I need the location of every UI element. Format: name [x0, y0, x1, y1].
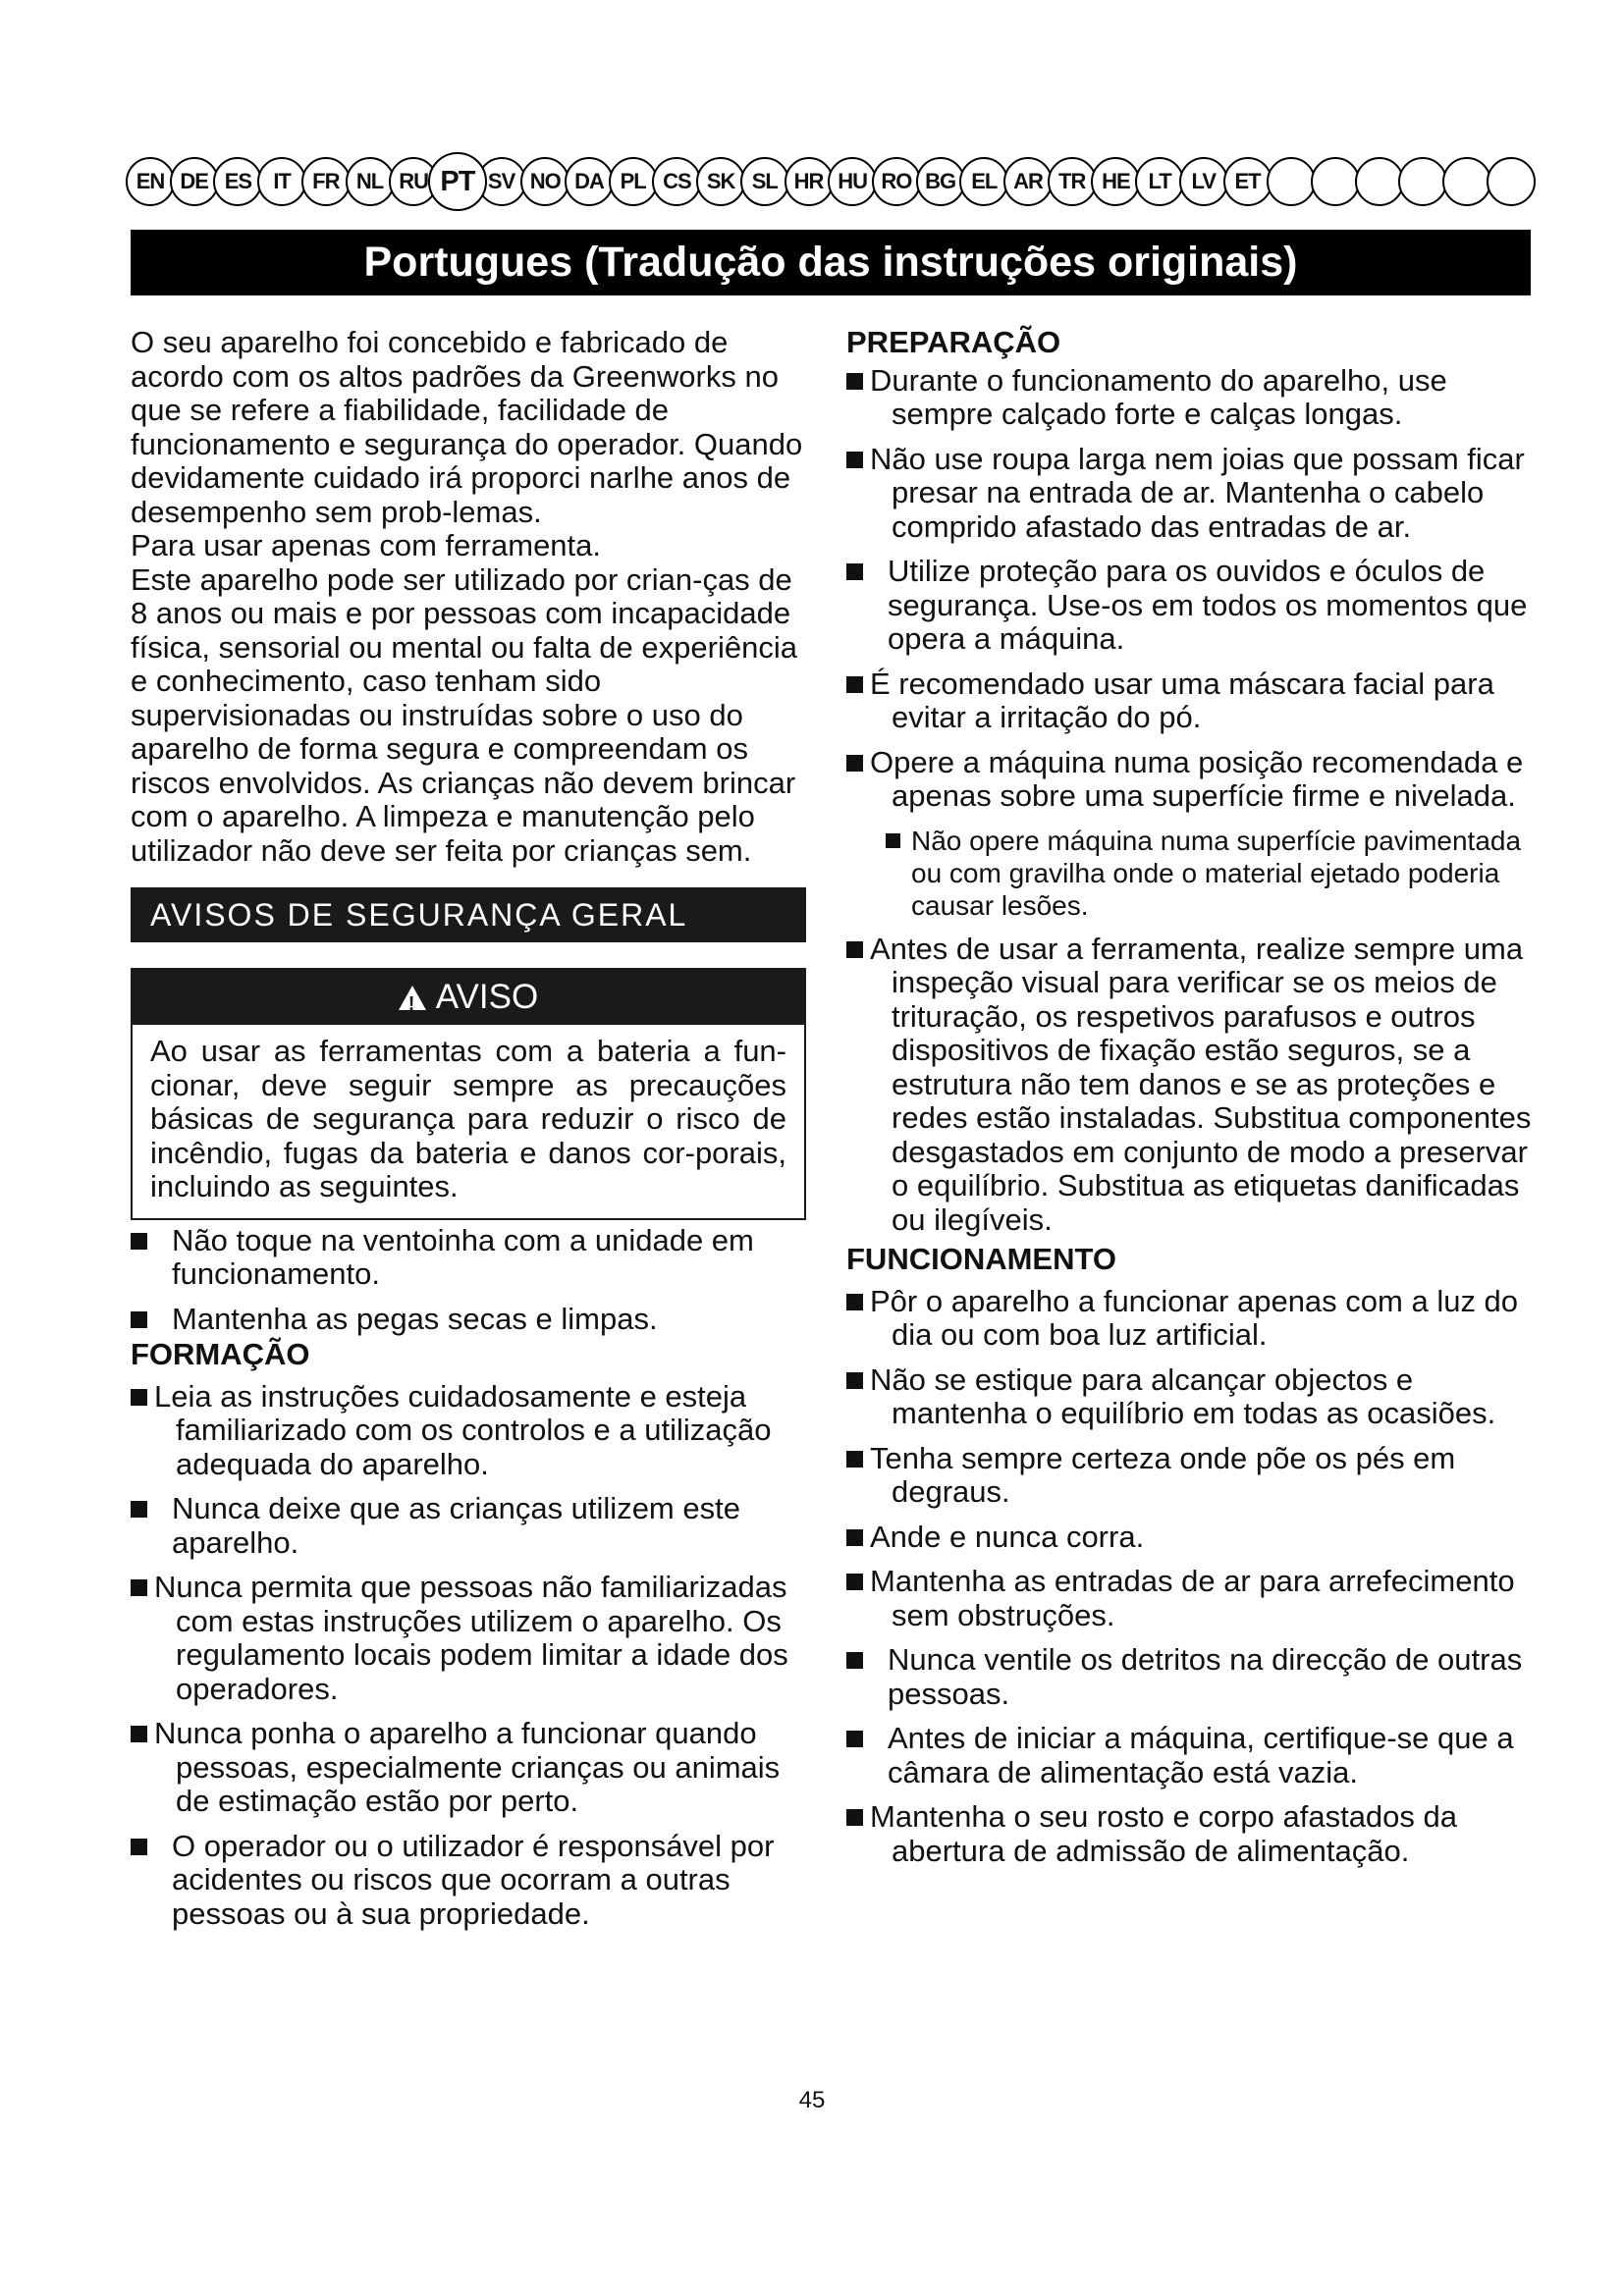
bullet-icon [131, 1501, 147, 1518]
warning-triangle-icon [399, 986, 426, 1010]
language-lt: LT [1135, 157, 1184, 206]
language-fr: FR [301, 157, 351, 206]
language-en: EN [126, 157, 175, 206]
section-bar-general-safety: AVISOS DE SEGURANÇA GERAL [131, 887, 806, 942]
warning-text: Ao usar as ferramentas com a bateria a fun-cionar, deve seguir sempre as precauções básicas de segurança para reduzir o risco de incêndio, fugas da bateria e danos cor-porais, incluindo as seguintes. [150, 1034, 786, 1203]
language-it: IT [257, 157, 306, 206]
list-item: Opere a máquina numa posição recomendada e apenas sobre uma superfície firme e nivelada. [846, 746, 1534, 814]
warning-box [131, 968, 806, 1220]
bullet-icon [846, 1529, 863, 1546]
bullet-icon [846, 1731, 863, 1747]
heading-preparacao: PREPARAÇÃO [846, 325, 1061, 359]
language-sv: SV [477, 157, 526, 206]
language-ar: AR [1003, 157, 1053, 206]
page-number: 45 [798, 2087, 826, 2113]
bullet-icon [131, 1579, 147, 1596]
language-de: DE [170, 157, 219, 206]
bullet-icon [846, 1652, 863, 1669]
list-item: Nunca ponha o aparelho a funcionar quando pessoas, especialmente crianças ou animais de estimação estão por perto. [131, 1717, 806, 1819]
list-item: Leia as instruções cuidadosamente e esteja familiarizado com os controlos e a utilização adequada do aparelho. [131, 1380, 806, 1482]
language-nl: NL [346, 157, 395, 206]
language-et: ET [1223, 157, 1272, 206]
language-no: NO [520, 157, 569, 206]
bullet-icon [846, 563, 863, 580]
list-item: Não se estique para alcançar objectos e mantenha o equilíbrio em todas as ocasiões. [846, 1363, 1534, 1431]
bullet-icon [131, 1726, 147, 1742]
warning-header [133, 970, 804, 1025]
heading-formacao: FORMAÇÃO [131, 1337, 310, 1371]
list-item: O operador ou o utilizador é responsável por acidentes ou riscos que ocorram a outras pessoas ou à sua propriedade. [131, 1830, 806, 1932]
language-bg: BG [916, 157, 965, 206]
language-tr: TR [1048, 157, 1097, 206]
language-hu: HU [828, 157, 877, 206]
language-empty [1487, 157, 1536, 206]
bullet-icon [846, 1294, 863, 1310]
list-item: Durante o funcionamento do aparelho, use sempre calçado forte e calças longas. [846, 364, 1534, 432]
bullet-icon [846, 373, 863, 390]
right-column [846, 326, 1534, 1879]
list-item: Pôr o aparelho a funcionar apenas com a luz do dia ou com boa luz artificial. [846, 1285, 1534, 1353]
bullet-icon [886, 833, 900, 848]
tool-only-paragraph: Para usar apenas com ferramenta. [131, 528, 602, 562]
children-paragraph: Este aparelho pode ser utilizado por crian-ças de 8 anos ou mais e por pessoas com incapacidade física, sensorial ou mental ou falta de experiência e conhecimento, caso tenham sido supervisionadas ou instruídas sobre o uso do aparelho de forma segura e compreendam os riscos envolvidos. As crianças não devem brincar com o aparelho. A limpeza e manutenção pelo utilizador não deve ser feita por crianças sem. [131, 561, 797, 868]
language-ro: RO [872, 157, 921, 206]
language-da: DA [565, 157, 614, 206]
list-item: Nunca deixe que as crianças utilizem este aparelho. [131, 1492, 806, 1560]
language-empty [1267, 157, 1316, 206]
list-item: Antes de iniciar a máquina, certifique-se que a câmara de alimentação está vazia. [846, 1722, 1534, 1789]
list-item: Antes de usar a ferramenta, realize sempre uma inspeção visual para verificar se os meios de trituração, os respetivos parafusos e outros dispositivos de fixação estão seguros, se a estrutura não tem danos e se as proteções e redes estão instaladas. Substitua componentes desgastados em conjunto de modo a preservar o equilíbrio. Substitua as etiquetas danificadas ou ilegíveis. [846, 933, 1534, 1238]
bullet-icon [846, 452, 863, 468]
list-item: Nunca permita que pessoas não familiarizadas com estas instruções utilizem o aparelho. Os regulamento locais podem limitar a idade dos operadores. [131, 1571, 806, 1706]
language-hr: HR [785, 157, 834, 206]
language-empty [1398, 157, 1447, 206]
language-sl: SL [740, 157, 789, 206]
language-el: EL [959, 157, 1008, 206]
intro-paragraph: O seu aparelho foi concebido e fabricado de acordo com os altos padrões da Greenworks no que se refere a fiabilidade, facilidade de funcionamento e segurança do operador. Quando devidamente cuidado irá proporci narlhe anos de desempenho sem prob-lemas. [131, 325, 803, 529]
language-empty [1311, 157, 1360, 206]
list-item: É recomendado usar uma máscara facial para evitar a irritação do pó. [846, 667, 1534, 735]
language-pt: PT [428, 152, 487, 211]
language-sk: SK [696, 157, 745, 206]
heading-funcionamento: FUNCIONAMENTO [846, 1242, 1116, 1276]
bullet-icon [846, 1451, 863, 1468]
funcionamento-list [846, 1285, 1534, 1869]
language-lv: LV [1179, 157, 1228, 206]
bullet-icon [131, 1233, 147, 1250]
bullet-icon [846, 1372, 863, 1389]
language-empty [1442, 157, 1491, 206]
language-cs: CS [652, 157, 701, 206]
language-ru: RU [389, 157, 438, 206]
list-item: Mantenha o seu rosto e corpo afastados da abertura de admissão de alimentação. [846, 1800, 1534, 1868]
bullet-icon [131, 1311, 147, 1328]
preparacao-list [846, 364, 1534, 814]
language-pl: PL [609, 157, 658, 206]
bullet-icon [131, 1389, 147, 1406]
sub-list-item: Não opere máquina numa superfície pavimentada ou com gravilha onde o material ejetado poderia causar lesões. [846, 825, 1534, 922]
list-item: Nunca ventile os detritos na direcção de outras pessoas. [846, 1643, 1534, 1711]
bullet-icon [846, 1574, 863, 1590]
formacao-list [131, 1380, 806, 1932]
bullet-icon [846, 676, 863, 693]
left-column [131, 326, 806, 1942]
language-empty [1355, 157, 1404, 206]
list-item: Utilize proteção para os ouvidos e óculos de segurança. Use-os em todos os momentos que opera a máquina. [846, 555, 1534, 657]
language-selector [126, 157, 1530, 208]
bullet-icon [846, 755, 863, 772]
bullet-icon [846, 941, 863, 958]
bullet-icon [846, 1809, 863, 1826]
list-item: Não toque na ventoinha com a unidade em funcionamento. [131, 1224, 806, 1292]
language-he: HE [1091, 157, 1140, 206]
bullet-icon [131, 1839, 147, 1855]
list-item: Tenha sempre certeza onde põe os pés em degraus. [846, 1442, 1534, 1510]
list-item: Ande e nunca corra. [846, 1521, 1534, 1555]
list-item: Não use roupa larga nem joias que possam ficar presar na entrada de ar. Mantenha o cabelo comprido afastado das entradas de ar. [846, 443, 1534, 545]
warning-title: AVISO [435, 977, 539, 1016]
language-es: ES [213, 157, 262, 206]
list-item: Mantenha as pegas secas e limpas. [131, 1303, 806, 1337]
list-item: Mantenha as entradas de ar para arrefecimento sem obstruções. [846, 1565, 1534, 1632]
page-title: Portugues (Tradução das instruções originais) [131, 230, 1531, 295]
